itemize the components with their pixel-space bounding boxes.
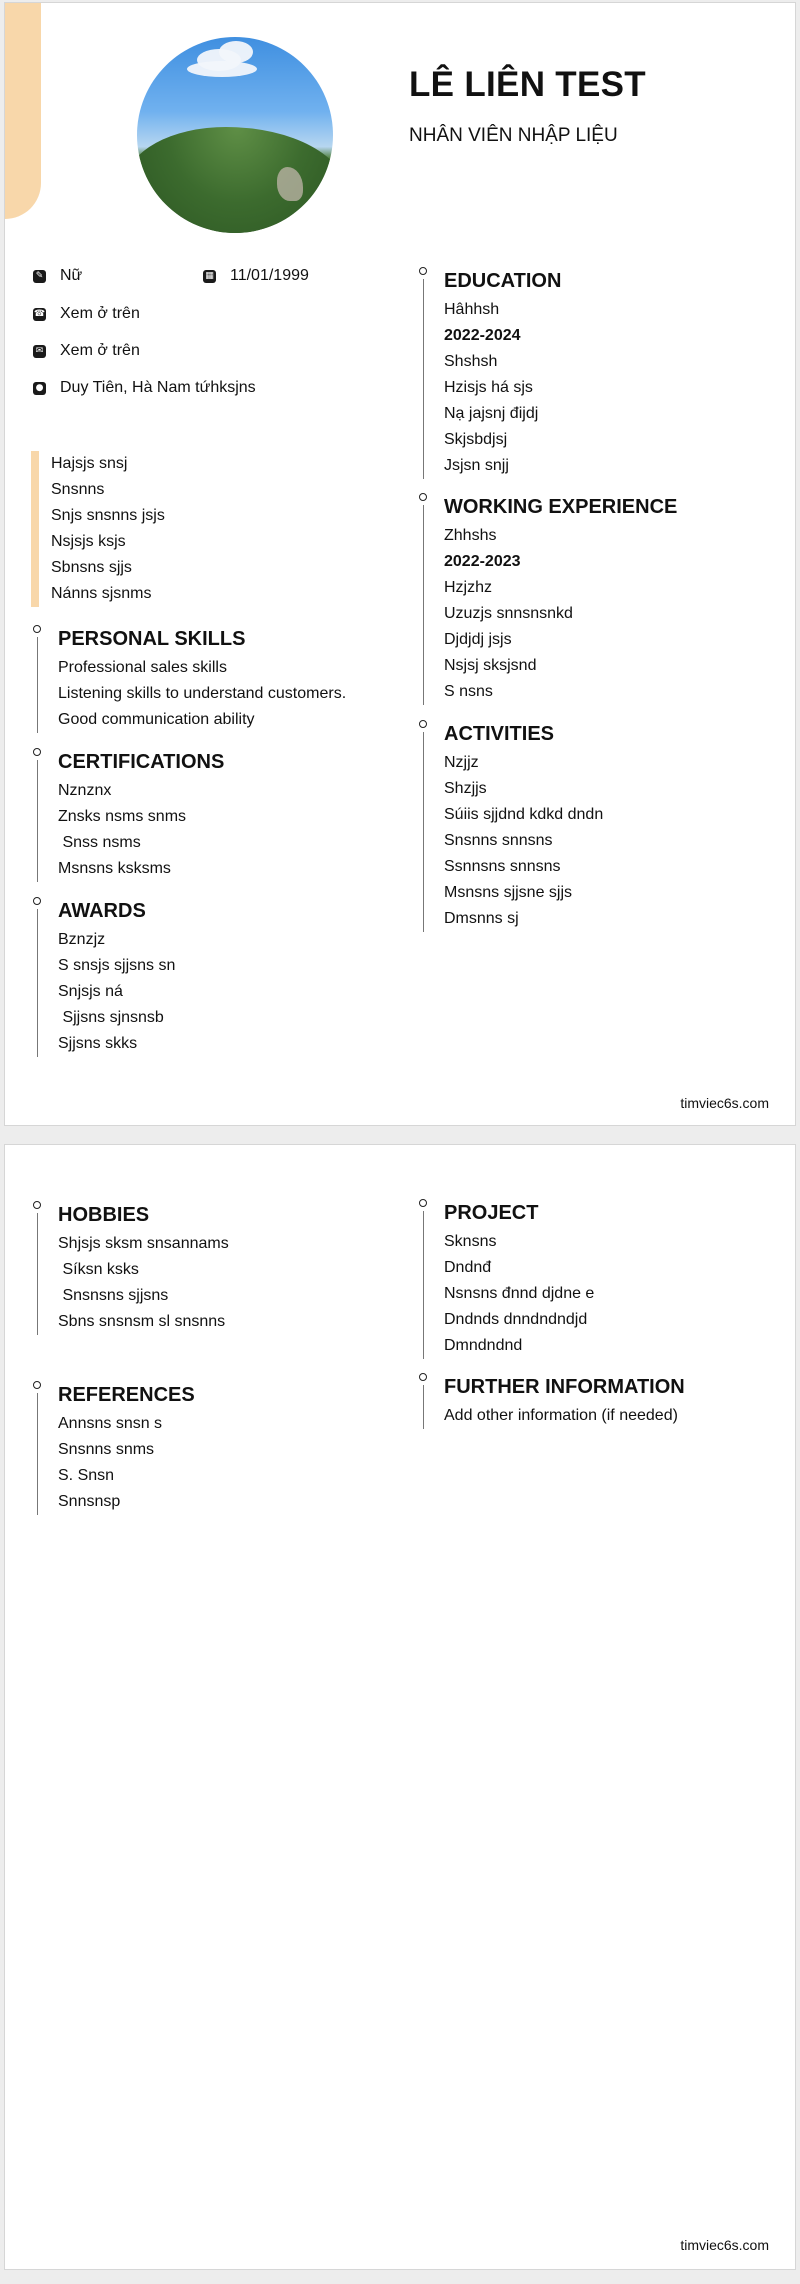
list-item: Sbns snsnsm sl snsnns (58, 1313, 226, 1330)
working-experience-section (419, 493, 779, 705)
address-value: Duy Tiên, Hà Nam tứhksjns (60, 379, 256, 396)
timeline-dot (33, 748, 41, 756)
list-item: Bznzjz (58, 931, 106, 948)
email-value: Xem ở trên (60, 342, 140, 359)
list-item: Listening skills to understand customers. (58, 685, 347, 702)
list-item: Shshsh (444, 353, 498, 370)
footer-site: timviec6s.com (680, 1095, 769, 1111)
list-item: Sknsns (444, 1233, 497, 1250)
list-item: S. Snsn (58, 1467, 115, 1484)
timeline-line (37, 1213, 38, 1335)
section-title: PERSONAL SKILLS (58, 628, 246, 650)
list-item: Nzjjz (444, 754, 479, 771)
section-title: AWARDS (58, 900, 146, 922)
list-item: S snsjs sjjsns sn (58, 957, 176, 974)
candidate-name: LÊ LIÊN TEST (409, 65, 646, 104)
section-title: EDUCATION (444, 270, 562, 292)
pen-icon: ✎ (33, 270, 46, 283)
timeline-dot (419, 493, 427, 501)
location-pin-icon: ● (33, 382, 46, 395)
activities-section (419, 720, 779, 932)
list-item: Zhhshs (444, 527, 497, 544)
goal-line: Nánns sjsnms (51, 585, 152, 602)
list-item: Sjjsns skks (58, 1035, 138, 1052)
list-item: Snsnns snnsns (444, 832, 553, 849)
section-title: PROJECT (444, 1202, 539, 1224)
email-row (33, 342, 140, 360)
list-item: Ssnnsns snnsns (444, 858, 561, 875)
goal-line: Sbnsns sjjs (51, 559, 132, 576)
references-section (33, 1381, 403, 1515)
list-item: Msnsns ksksms (58, 860, 171, 877)
list-item: Sjjsns sjnsnsb (58, 1009, 164, 1026)
gender-row (33, 267, 82, 285)
list-item: Snjsjs ná (58, 983, 123, 1000)
phone-value: Xem ở trên (60, 305, 140, 322)
list-item: Nạ jajsnj đijdj (444, 405, 539, 422)
hobbies-section (33, 1201, 403, 1335)
date-range: 2022-2023 (444, 553, 521, 570)
further-information-section (419, 1373, 779, 1429)
list-item: Snnsnsp (58, 1493, 121, 1510)
timeline-dot (419, 267, 427, 275)
timeline-line (37, 1393, 38, 1515)
personal-skills-section (33, 625, 403, 733)
list-item: Professional sales skills (58, 659, 227, 676)
project-section (419, 1199, 779, 1359)
gender-value: Nữ (60, 267, 83, 284)
section-title: CERTIFICATIONS (58, 751, 225, 773)
timeline-line (423, 1385, 424, 1429)
list-item: Skjsbdjsj (444, 431, 508, 448)
date-range: 2022-2024 (444, 327, 521, 344)
calendar-icon: ▦ (203, 270, 216, 283)
list-item: Snsnsns sjjsns (58, 1287, 169, 1304)
certifications-section (33, 748, 403, 882)
birthdate-value: 11/01/1999 (230, 267, 309, 284)
list-item: Znsks nsms snms (58, 808, 187, 825)
list-item: Nznznx (58, 782, 112, 799)
timeline-dot (33, 1381, 41, 1389)
list-item: Nsnsns đnnd djdne e (444, 1285, 595, 1302)
timeline-line (423, 505, 424, 705)
goal-line: Hajsjs snsj (51, 455, 128, 472)
list-item: Jsjsn snjj (444, 457, 509, 474)
timeline-dot (33, 625, 41, 633)
phone-icon: ☎ (33, 308, 46, 319)
goal-line: Nsjsjs ksjs (51, 533, 126, 550)
section-title: FURTHER INFORMATION (444, 1376, 685, 1398)
timeline-line (423, 279, 424, 479)
cloud-shape (219, 41, 253, 63)
timeline-dot (419, 1373, 427, 1381)
list-item: S nsns (444, 683, 493, 700)
timeline-line (37, 909, 38, 1057)
timeline-dot (419, 1199, 427, 1207)
section-title: HOBBIES (58, 1204, 150, 1226)
mountain-shape (137, 127, 333, 233)
awards-section (33, 897, 403, 1057)
timeline-line (423, 732, 424, 932)
timeline-dot (419, 720, 427, 728)
career-goal (31, 451, 165, 607)
avatar (137, 37, 333, 233)
section-title: REFERENCES (58, 1384, 195, 1406)
list-item: Uzuzjs snnsnsnkd (444, 605, 573, 622)
list-item: Dmsnns sj (444, 910, 519, 927)
list-item: Hâhhsh (444, 301, 500, 318)
mail-icon: ✉ (33, 345, 46, 358)
phone-row (33, 305, 140, 323)
cloud-shape (187, 61, 257, 77)
list-item: Nsjsj sksjsnd (444, 657, 537, 674)
list-item: Good communication ability (58, 711, 255, 728)
list-item: Shjsjs sksm snsannams (58, 1235, 229, 1252)
goal-line: Snsnns (51, 481, 105, 498)
timeline-dot (33, 1201, 41, 1209)
address-row (33, 379, 256, 397)
accent-tab (5, 3, 41, 219)
section-title: WORKING EXPERIENCE (444, 496, 678, 518)
education-section (419, 267, 779, 479)
list-item: Snss nsms (58, 834, 141, 851)
cv-page-2 (4, 1144, 796, 2270)
list-item: Dmndndnd (444, 1337, 523, 1354)
list-item: Shzjjs (444, 780, 487, 797)
timeline-line (37, 760, 38, 882)
list-item: Snsnns snms (58, 1441, 155, 1458)
timeline-dot (33, 897, 41, 905)
section-title: ACTIVITIES (444, 723, 555, 745)
timeline-line (37, 637, 38, 733)
list-item: Síksn ksks (58, 1261, 139, 1278)
list-item: Djdjdj jsjs (444, 631, 512, 648)
goal-line: Snjs snsnns jsjs (51, 507, 165, 524)
list-item: Hzisjs há sjs (444, 379, 533, 396)
list-item: Hzjzhz (444, 579, 493, 596)
birthdate-row (203, 267, 309, 285)
list-item: Dndnds dnndndndjd (444, 1311, 588, 1328)
list-item: Add other information (if needed) (444, 1407, 678, 1424)
timeline-line (423, 1211, 424, 1359)
list-item: Dndnđ (444, 1259, 492, 1276)
footer-site: timviec6s.com (680, 2237, 769, 2253)
list-item: Annsns snsn s (58, 1415, 163, 1432)
cv-page-1 (4, 2, 796, 1126)
list-item: Msnsns sjjsne sjjs (444, 884, 573, 901)
list-item: Súiis sjjdnd kdkd dndn (444, 806, 604, 823)
job-title: NHÂN VIÊN NHẬP LIỆU (409, 125, 618, 146)
